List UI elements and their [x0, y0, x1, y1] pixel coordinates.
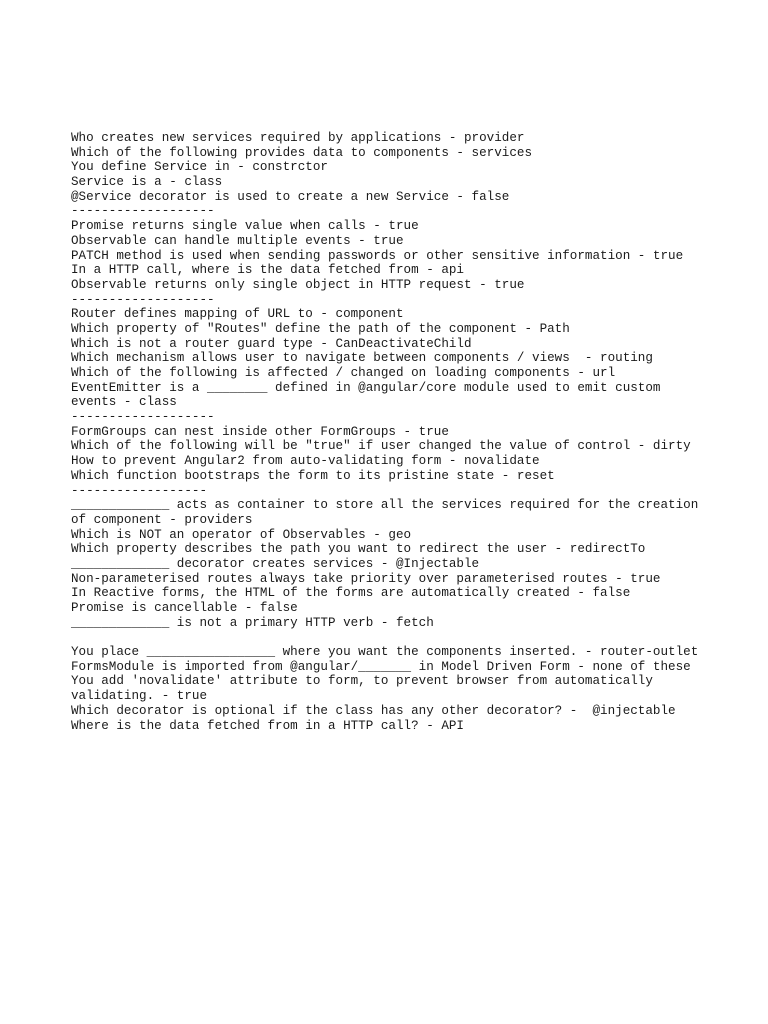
text-line: _____________ acts as container to store all the services required for the creation: [71, 498, 699, 513]
text-line: @Service decorator is used to create a new Service - false: [71, 189, 510, 204]
text-line: Promise is cancellable - false: [71, 601, 298, 615]
text-line: Which property of "Routes" define the path of the component - Path: [71, 321, 570, 336]
text-line: Which is NOT an operator of Observables - geo: [71, 527, 412, 542]
text-line: Non-parameterised routes always take priority over parameterised routes - true: [71, 571, 661, 586]
text-line: ------------------: [71, 483, 208, 498]
text-line: Observable returns only single object in HTTP request - true: [71, 277, 525, 292]
text-line: You define Service in - constrctor: [71, 160, 328, 175]
text-line: You add 'novalidate' attribute to form, to prevent browser from automatically: [71, 674, 653, 689]
text-line: Observable can handle multiple events - true: [71, 233, 404, 248]
text-line: Which function bootstraps the form to its pristine state - reset: [71, 468, 555, 483]
text-line: -------------------: [71, 410, 215, 425]
text-line: Which of the following is affected / changed on loading components - url: [71, 366, 616, 380]
text-line: Where is the data fetched from in a HTTP call? - API: [71, 718, 464, 733]
text-line: events - class: [71, 395, 177, 410]
text-line: -------------------: [71, 292, 215, 307]
text-line: Which mechanism allows user to navigate between components / views - routing: [71, 351, 653, 366]
text-line: FormGroups can nest inside other FormGroups - true: [71, 424, 449, 439]
text-line: Which is not a router guard type - CanDeactivateChild: [71, 336, 472, 351]
text-line: Which property describes the path you want to redirect the user - redirectTo: [71, 542, 646, 557]
text-line: Service is a - class: [71, 175, 223, 190]
text-line: Router defines mapping of URL to - component: [71, 307, 404, 322]
text-line: EventEmitter is a ________ defined in @angular/core module used to emit custom: [71, 380, 661, 395]
text-line: Who creates new services required by applications - provider: [71, 131, 525, 145]
text-line: -------------------: [71, 204, 215, 219]
text-line: Promise returns single value when calls - true: [71, 219, 419, 234]
text-line: You place _________________ where you want the components inserted. - router-outlet: [71, 645, 699, 660]
text-line: Which of the following will be "true" if user changed the value of control - dirty: [71, 439, 691, 454]
text-line: PATCH method is used when sending passwords or other sensitive information - true: [71, 248, 684, 263]
text-line: validating. - true: [71, 689, 208, 704]
text-line: In a HTTP call, where is the data fetched from - api: [71, 263, 464, 278]
text-line: FormsModule is imported from @angular/_______ in Model Driven Form - none of these: [71, 659, 691, 674]
text-line: of component - providers: [71, 512, 253, 527]
text-line: _____________ decorator creates services - @Injectable: [71, 556, 480, 571]
text-line: Which decorator is optional if the class has any other decorator? - @injectable: [71, 703, 676, 718]
text-line: In Reactive forms, the HTML of the forms are automatically created - false: [71, 586, 631, 601]
text-line: Which of the following provides data to components - services: [71, 145, 533, 160]
text-line: How to prevent Angular2 from auto-validating form - novalidate: [71, 454, 540, 469]
text-line: _____________ is not a primary HTTP verb - fetch: [71, 615, 434, 630]
document-text: [71, 131, 751, 733]
text-line: [71, 630, 751, 645]
